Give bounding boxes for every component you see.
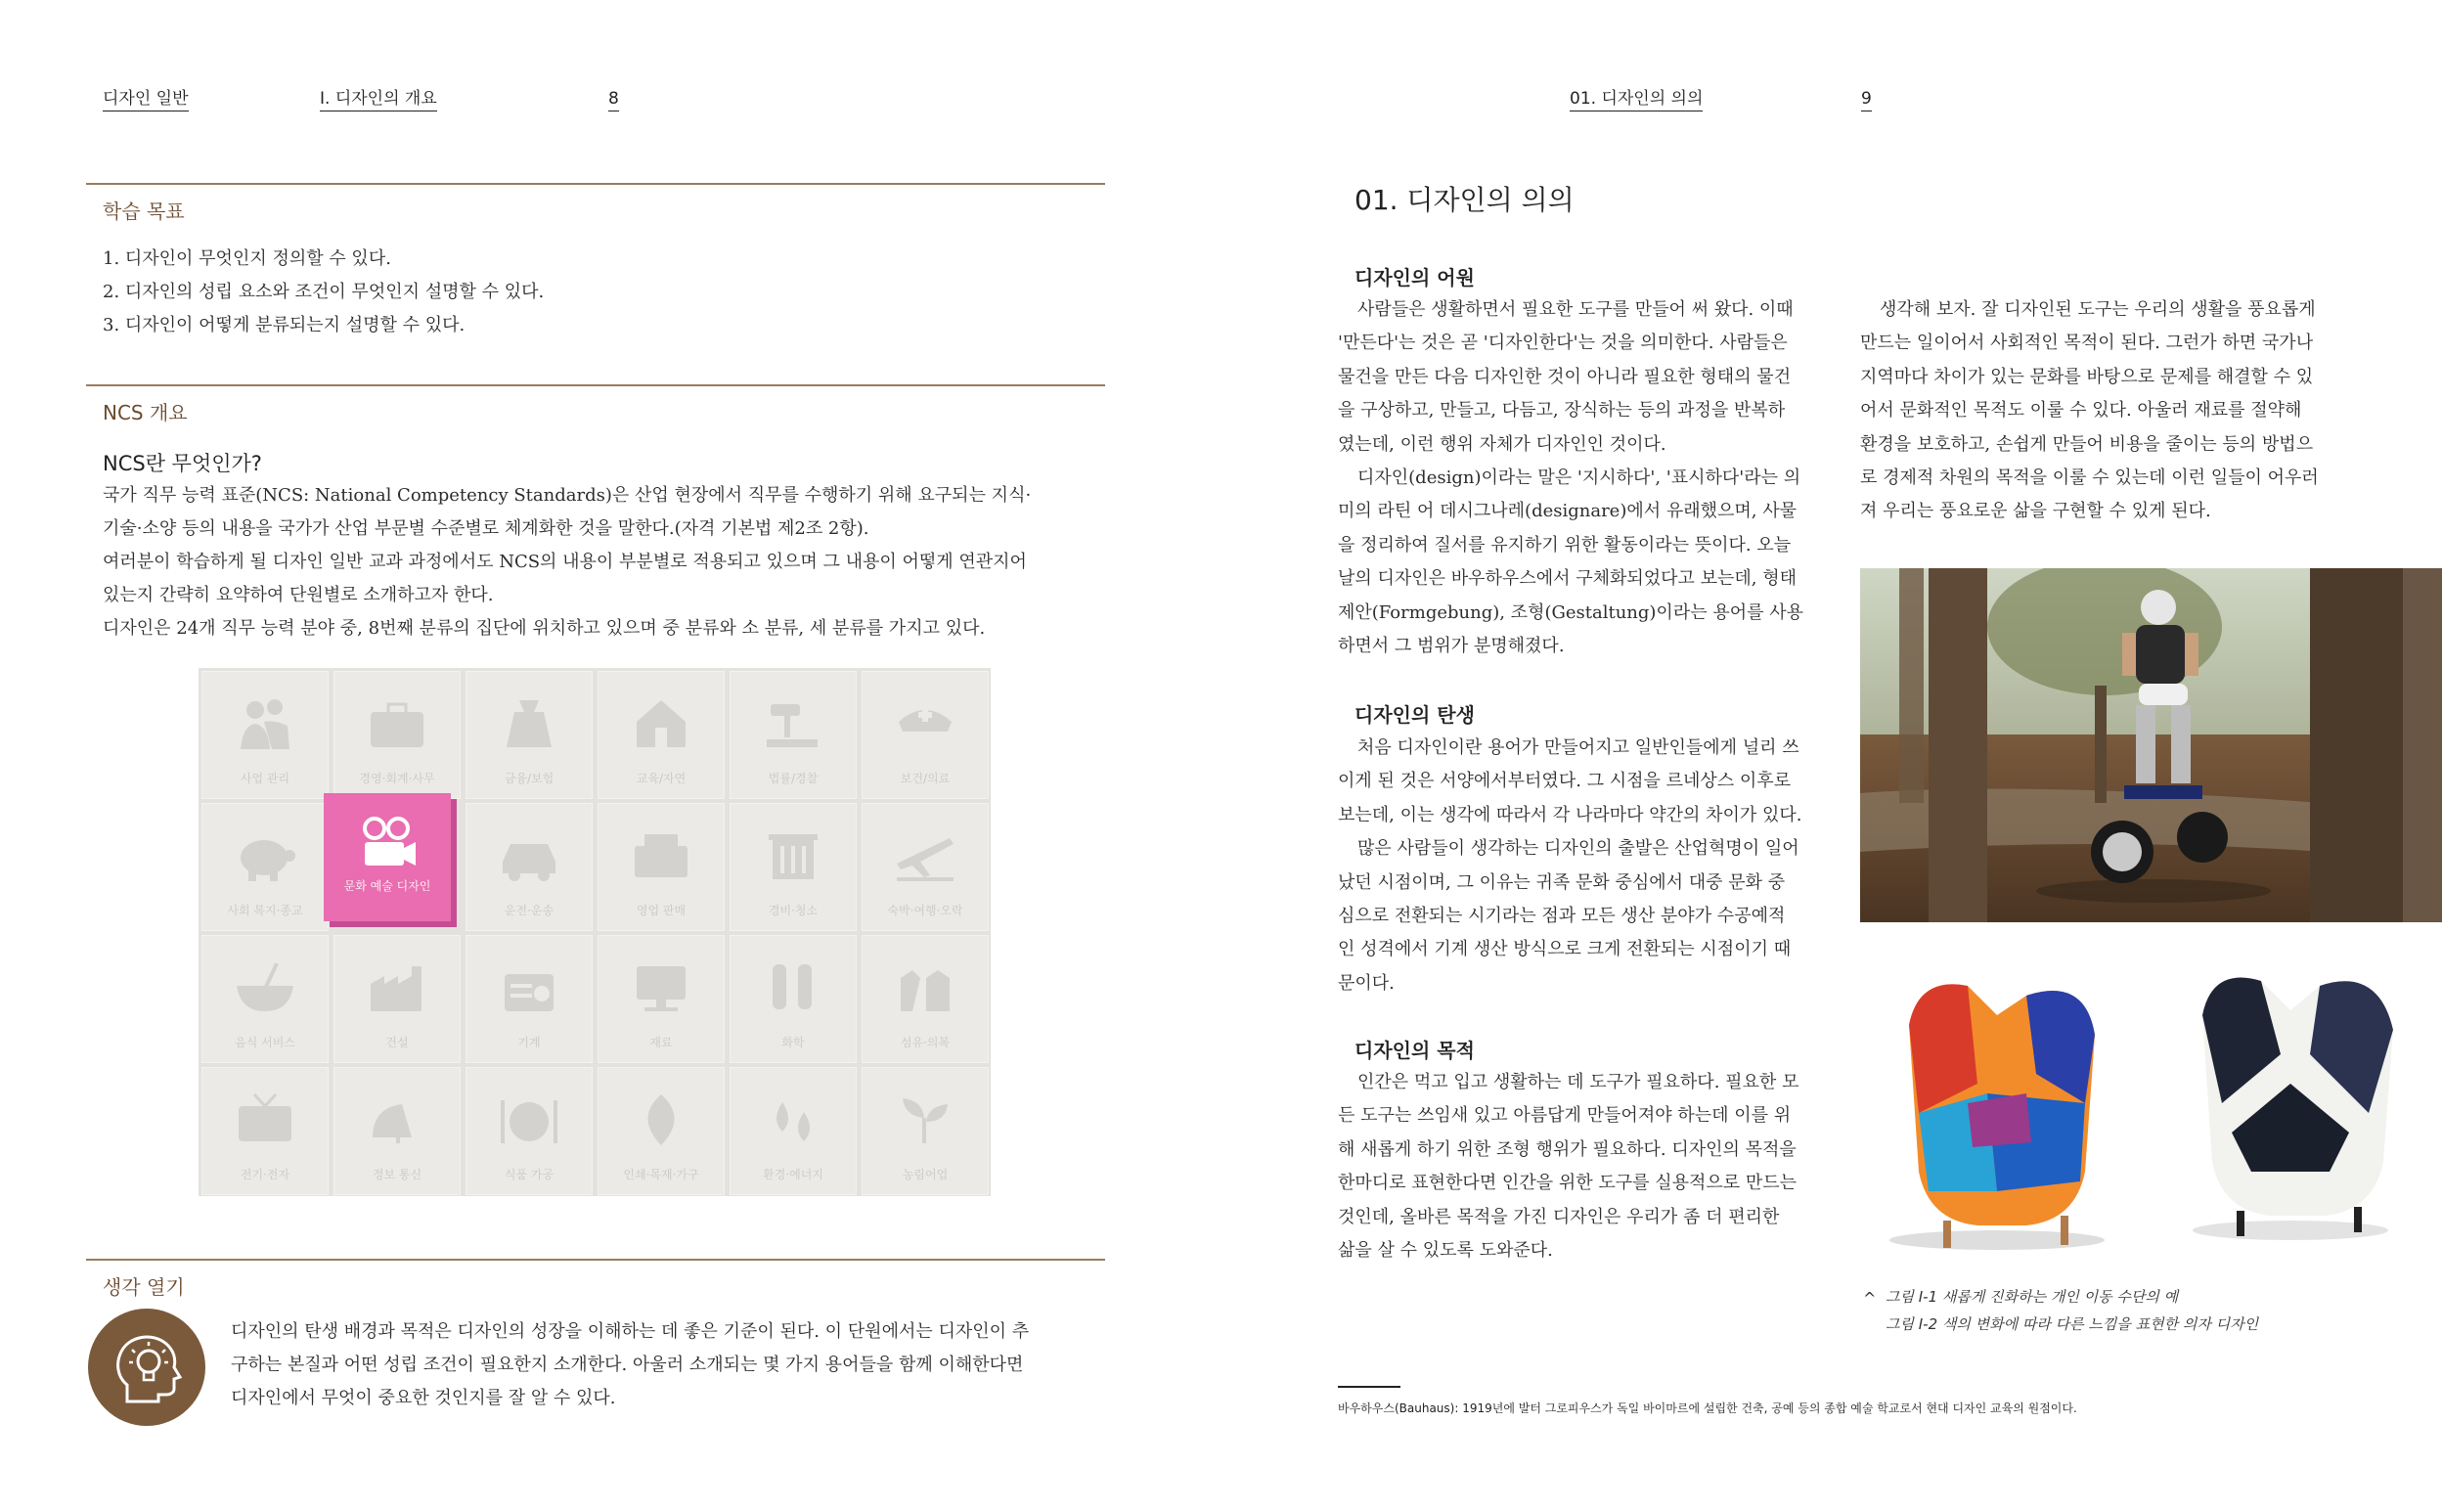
nurse-cap-icon bbox=[891, 692, 959, 751]
figure-captions bbox=[1886, 1283, 2258, 1338]
ncs-tile-label: 문화 예술 디자인 bbox=[343, 879, 431, 893]
ncs-paragraph bbox=[103, 479, 1120, 645]
ncs-tile bbox=[598, 671, 725, 799]
text-line: 을 정리하여 질서를 유지하기 위한 활동이라는 뜻이다. 오늘 bbox=[1338, 534, 1792, 556]
briefcase-icon bbox=[363, 692, 431, 751]
text-line: 져 우리는 풍요로운 삶을 구현할 수 있게 된다. bbox=[1860, 501, 2211, 522]
ncs-tile bbox=[730, 671, 857, 799]
etymology-paragraph bbox=[1338, 293, 1832, 663]
text-line: 여러분이 학습하게 될 디자인 일반 교과 과정에서도 NCS의 내용이 부분별로 적용되고 있으며 그 내용이 어떻게 연관지어 bbox=[103, 552, 1027, 572]
text-line: 인간은 먹고 입고 생활하는 데 도구가 필요하다. 필요한 모 bbox=[1357, 1072, 1799, 1092]
ncs-overview-title: NCS 개요 bbox=[103, 401, 188, 424]
figure-caption: 그림 Ⅰ-2 색의 변화에 따라 다른 느낌을 표현한 의자 디자인 bbox=[1886, 1315, 2259, 1333]
think-open-title: 생각 열기 bbox=[103, 1275, 185, 1299]
ncs-tile-label: 인쇄·목재·가구 bbox=[623, 1168, 699, 1181]
text-line: 디자인에서 무엇이 중요한 것인지를 잘 알 수 있다. bbox=[231, 1388, 616, 1408]
purpose-paragraph bbox=[1338, 1066, 1832, 1267]
ncs-field-grid bbox=[199, 668, 991, 1196]
divider bbox=[86, 384, 1105, 386]
ncs-tile-label: 정보 통신 bbox=[372, 1168, 422, 1181]
ncs-tile bbox=[466, 1067, 593, 1195]
ncs-tile bbox=[862, 935, 989, 1063]
text-line: 제안(Formgebung), 조형(Gestaltung)이라는 용어를 사용 bbox=[1338, 601, 1803, 623]
text-line: 기술·소양 등의 내용을 국가가 산업 부문별 수준별로 체계화한 것을 말한다.(자격 기본법 제2조 2항). bbox=[103, 518, 869, 539]
text-line: 이게 된 것은 서양에서부터였다. 그 시점을 르네상스 이후로 bbox=[1338, 771, 1792, 792]
text-line: 날의 디자인은 바우하우스에서 구체화되었다고 보는데, 형태 bbox=[1338, 568, 1798, 590]
text-line: 국가 직무 능력 표준(NCS: National Competency Standards)은 산업 현장에서 직무를 수행하기 위해 요구되는 지식· bbox=[103, 485, 1032, 506]
ncs-tile bbox=[333, 935, 461, 1063]
page-number-left: 8 bbox=[608, 88, 619, 111]
text-line: 심으로 전환되는 시기라는 점과 모든 생산 분야가 수공예적 bbox=[1338, 906, 1786, 927]
text-line: 있는지 간략히 요약하여 단원별로 소개하고자 한다. bbox=[103, 585, 494, 605]
monitor-icon bbox=[627, 956, 695, 1015]
ncs-tile-label: 숙박·여행·오락 bbox=[887, 904, 963, 917]
ncs-tile bbox=[466, 671, 593, 799]
divider bbox=[86, 183, 1105, 185]
ncs-tile bbox=[598, 935, 725, 1063]
goal-item: 2. 디자인의 성립 요소와 조건이 무엇인지 설명할 수 있다. bbox=[103, 282, 545, 302]
ncs-tile-label: 사업 관리 bbox=[240, 772, 290, 785]
ncs-tile bbox=[598, 803, 725, 931]
goal-item: 3. 디자인이 어떻게 분류되는지 설명할 수 있다. bbox=[103, 315, 466, 335]
ncs-tile-label: 식품 가공 bbox=[504, 1168, 555, 1181]
text-line: 삶을 살 수 있도록 도와준다. bbox=[1338, 1240, 1553, 1262]
column2-paragraph bbox=[1860, 293, 2359, 529]
ncs-tile-label: 기계 bbox=[517, 1036, 541, 1049]
ncs-tile-label: 환경·에너지 bbox=[763, 1168, 823, 1181]
money-bag-icon bbox=[495, 692, 563, 751]
ncs-tile bbox=[862, 671, 989, 799]
text-line: 문이다. bbox=[1338, 972, 1395, 994]
text-line: 지역마다 차이가 있는 문화를 바탕으로 문제를 해결할 수 있 bbox=[1860, 366, 2314, 387]
ncs-tile-label: 화학 bbox=[781, 1036, 805, 1049]
ncs-tile bbox=[730, 803, 857, 931]
text-line: 로 경제적 차원의 목적을 이룰 수 있는데 이런 일들이 어우러 bbox=[1860, 467, 2319, 489]
ncs-tile-label: 영업 판매 bbox=[636, 904, 687, 917]
clothes-icon bbox=[891, 956, 959, 1015]
running-header-book: 디자인 일반 bbox=[103, 88, 189, 111]
ncs-tile bbox=[862, 1067, 989, 1195]
text-line: 을 구상하고, 만들고, 다듬고, 장식하는 등의 과정을 반복하 bbox=[1338, 400, 1786, 422]
machine-icon bbox=[495, 956, 563, 1015]
ncs-tile-label: 섬유·의복 bbox=[900, 1036, 951, 1049]
text-line: 구하는 본질과 어떤 성립 조건이 필요한지 소개한다. 아울러 소개되는 몇 가지 용어들을 함께 이해한다면 bbox=[231, 1355, 1024, 1375]
ncs-tile bbox=[598, 1067, 725, 1195]
ncs-tile bbox=[862, 803, 989, 931]
think-open-paragraph bbox=[231, 1315, 1111, 1415]
satellite-icon bbox=[363, 1089, 431, 1147]
trash-bin-icon bbox=[759, 824, 827, 883]
ncs-tile-label: 금융/보험 bbox=[504, 772, 555, 785]
text-line: 생각해 보자. 잘 디자인된 도구는 우리의 생활을 풍요롭게 bbox=[1880, 299, 2316, 320]
register-icon bbox=[627, 824, 695, 883]
ncs-tile-label: 보건/의료 bbox=[900, 772, 951, 785]
ncs-tile bbox=[466, 803, 593, 931]
ncs-tile-label: 전기·전자 bbox=[240, 1168, 290, 1181]
text-line: 디자인은 24개 직무 능력 분야 중, 8번째 분류의 집단에 위치하고 있으며 중 분류와 소 분류, 세 분류를 가지고 있다. bbox=[103, 618, 986, 639]
mobility-device-photo bbox=[1860, 568, 2442, 922]
leaf-icon bbox=[627, 1089, 695, 1147]
footnote: 바우하우스(Bauhaus): 1919년에 발터 그로피우스가 독일 바이마르에 설립한 건축, 공예 등의 종합 예술 학교로서 현대 디자인 교육의 원점이다. bbox=[1338, 1401, 2077, 1415]
ncs-tile bbox=[333, 671, 461, 799]
text-line: 많은 사람들이 생각하는 디자인의 출발은 산업혁명이 일어 bbox=[1357, 838, 1799, 860]
text-line: 해 새롭게 하기 위한 조형 행위가 필요하다. 디자인의 목적을 bbox=[1338, 1138, 1797, 1160]
text-line: 디자인의 탄생 배경과 목적은 디자인의 성장을 이해하는 데 좋은 기준이 된다. 이 단원에서는 디자인이 추 bbox=[231, 1321, 1030, 1342]
text-line: 디자인(design)이라는 말은 '지시하다', '표시하다'라는 의 bbox=[1357, 467, 1801, 489]
ncs-tile-label: 교육/자연 bbox=[636, 772, 687, 785]
drops-icon bbox=[759, 1089, 827, 1147]
purpose-heading: 디자인의 목적 bbox=[1354, 1039, 1475, 1062]
ncs-tile bbox=[201, 803, 329, 931]
text-line: 물건을 만든 다음 디자인한 것이 아니라 필요한 형태의 물건 bbox=[1338, 366, 1792, 387]
piggy-bank-icon bbox=[231, 824, 299, 883]
divider bbox=[86, 1259, 1105, 1261]
people-icon bbox=[231, 692, 299, 751]
goal-item: 1. 디자인이 무엇인지 정의할 수 있다. bbox=[103, 248, 391, 269]
bowl-icon bbox=[231, 956, 299, 1015]
birth-paragraph bbox=[1338, 732, 1832, 1001]
text-line: 였는데, 이런 행위 자체가 디자인인 것이다. bbox=[1338, 433, 1666, 455]
factory-icon bbox=[363, 956, 431, 1015]
ncs-tile-label: 운전·운송 bbox=[504, 904, 555, 917]
section-title: 01. 디자인의 의의 bbox=[1354, 184, 1575, 216]
ncs-tile bbox=[201, 671, 329, 799]
text-line: '만든다'는 것은 곧 '디자인한다'는 것을 의미한다. 사람들은 bbox=[1338, 333, 1788, 354]
text-line: 미의 라틴 어 데시그나레(designare)에서 유래했으며, 사물 bbox=[1338, 501, 1798, 522]
text-line: 사람들은 생활하면서 필요한 도구를 만들어 써 왔다. 이때 bbox=[1357, 299, 1794, 320]
running-header-chapter: Ⅰ. 디자인의 개요 bbox=[320, 88, 437, 111]
head-lightbulb-icon bbox=[88, 1309, 205, 1426]
ncs-tile-label: 경비·청소 bbox=[768, 904, 819, 917]
car-icon bbox=[495, 824, 563, 883]
tv-icon bbox=[231, 1089, 299, 1147]
ncs-tile-label: 재료 bbox=[649, 1036, 673, 1049]
ncs-tile bbox=[324, 793, 451, 921]
footnote-rule bbox=[1338, 1386, 1400, 1388]
plate-icon bbox=[495, 1089, 563, 1147]
ncs-tile-label: 음식 서비스 bbox=[235, 1036, 295, 1049]
test-tube-icon bbox=[759, 956, 827, 1015]
text-line: 인 성격에서 기계 생산 방식으로 크게 전환되는 시점이기 때 bbox=[1338, 939, 1792, 960]
gavel-icon bbox=[759, 692, 827, 751]
text-line: 것인데, 올바른 목적을 가진 디자인은 우리가 좀 더 편리한 bbox=[1338, 1206, 1780, 1227]
text-line: 처음 디자인이란 용어가 만들어지고 일반인들에게 널리 쓰 bbox=[1357, 737, 1799, 758]
text-line: 났던 시점이며, 그 이유는 귀족 문화 중심에서 대중 문화 중 bbox=[1338, 871, 1786, 893]
ncs-tile-label: 법률/경찰 bbox=[768, 772, 819, 785]
page-number-right: 9 bbox=[1861, 88, 1872, 111]
ncs-tile-label: 건설 bbox=[385, 1036, 409, 1049]
movie-camera-icon bbox=[353, 815, 422, 873]
airplane-icon bbox=[891, 824, 959, 883]
chair-design-photo bbox=[1860, 937, 2442, 1274]
text-line: 든 도구는 쓰임새 있고 아름답게 만들어져야 하는데 이를 위 bbox=[1338, 1105, 1792, 1127]
ncs-question: NCS란 무엇인가? bbox=[103, 452, 262, 475]
ncs-tile bbox=[466, 935, 593, 1063]
ncs-tile bbox=[201, 1067, 329, 1195]
ncs-tile-label: 사회 복지·종교 bbox=[227, 904, 303, 917]
learning-goals-title: 학습 목표 bbox=[103, 200, 185, 223]
text-line: 만드는 일이어서 사회적인 목적이 된다. 그런가 하면 국가나 bbox=[1860, 333, 2314, 354]
ncs-tile-label: 경영·회계·사무 bbox=[359, 772, 435, 785]
running-header-section: 01. 디자인의 의의 bbox=[1570, 88, 1703, 111]
caption-arrow-icon: ^ bbox=[1863, 1289, 1877, 1308]
birth-heading: 디자인의 탄생 bbox=[1354, 703, 1475, 727]
text-line: 어서 문화적인 목적도 이룰 수 있다. 아울러 재료를 절약해 bbox=[1860, 400, 2302, 422]
ncs-tile bbox=[201, 935, 329, 1063]
ncs-tile bbox=[730, 935, 857, 1063]
text-line: 하면서 그 범위가 분명해졌다. bbox=[1338, 636, 1565, 657]
ncs-tile-label: 농림어업 bbox=[902, 1168, 949, 1181]
etymology-heading: 디자인의 어원 bbox=[1354, 266, 1475, 289]
figure-caption: 그림 Ⅰ-1 새롭게 진화하는 개인 이동 수단의 예 bbox=[1886, 1288, 2179, 1306]
house-icon bbox=[627, 692, 695, 751]
text-line: 보는데, 이는 생각에 따라서 각 나라마다 약간의 차이가 있다. bbox=[1338, 804, 1802, 825]
text-line: 한마디로 표현한다면 인간을 위한 도구를 실용적으로 만드는 bbox=[1338, 1173, 1798, 1194]
ncs-tile bbox=[730, 1067, 857, 1195]
sprout-icon bbox=[891, 1089, 959, 1147]
ncs-tile bbox=[333, 1067, 461, 1195]
learning-goals-list bbox=[103, 243, 544, 342]
text-line: 환경을 보호하고, 손쉽게 만들어 비용을 줄이는 등의 방법으 bbox=[1860, 433, 2314, 455]
